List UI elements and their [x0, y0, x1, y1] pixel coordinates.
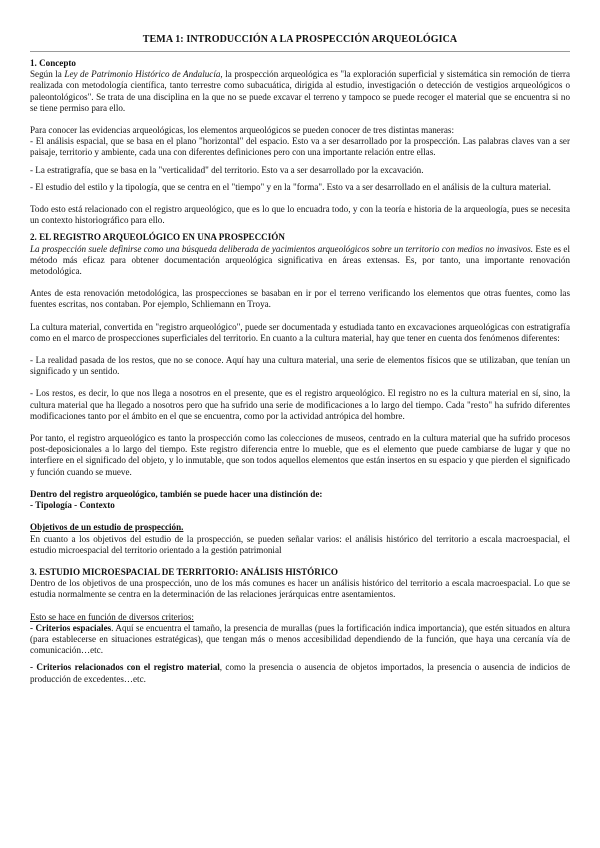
- criteria-material-label: - Criterios relacionados con el registro material: [30, 662, 220, 673]
- s1-p1-text-b: , la prospección arqueológica es "la exploración superficial y sistemática sin remoción de tierra realizada con metodología científica, tanto terrestre como subacuática, dirigida al estudio, investigación o detección de vestigios arqueológicos o paleontológicos". Se trata de una disciplina en la que no se puede excavar el terreno y tampoco se puede recoger el material que se encuentra si no se tiene permiso para ello.: [30, 69, 570, 113]
- law-title: Ley de Patrimonio Histórico de Andalucía: [64, 69, 221, 80]
- section-1-heading: 1. Concepto: [30, 58, 76, 68]
- objectives-heading: Objetivos de un estudio de prospección.: [30, 522, 184, 533]
- s1-paragraph-1: [30, 69, 570, 114]
- section-2-heading: 2. EL REGISTRO ARQUEOLÓGICO EN UNA PROSPECCIÓN: [30, 232, 285, 243]
- s2-p1-rest: Este es el método más eficaz para obtener documentación arqueológica significativa en áreas extensas. Es, por tanto, una importante renovación metodológica.: [30, 243, 570, 277]
- criteria-material: [30, 662, 570, 684]
- title-divider: [30, 51, 570, 52]
- s1-paragraph-2: Para conocer las evidencias arqueológicas, los elementos arqueológicos se pueden conocer de tres distintas maneras:: [30, 125, 454, 136]
- criteria-intro: Esto se hace en función de diversos criterios:: [30, 611, 194, 622]
- s1-item-style: - El estudio del estilo y la tipología, que se centra en el "tiempo" y en la "forma". Esto va a ser desarrollado en el análisis de la cultura material.: [30, 181, 551, 192]
- s3-paragraph-1: Dentro de los objetivos de una prospección, uno de los más comunes es hacer un análisis histórico del territorio a escala macroespacial. Lo que se estudia normalmente se centra en la determinación de las relaciones jerárquicas entre asentamientos.: [30, 578, 570, 600]
- criteria-spatial-label: - Criterios espaciales: [30, 622, 112, 633]
- s1-item-spatial: - El análisis espacial, que se basa en el plano "horizontal" del espacio. Esto va a ser desarrollado por la prospección. Las palabras claves van a ser paisaje, territorio y ambiente, cada una con diferentes definiciones pero con una importante relación entre ellas.: [30, 136, 570, 158]
- section-3-heading: 3. ESTUDIO MICROESPACIAL DE TERRITORIO: ANÁLISIS HISTÓRICO: [30, 566, 339, 577]
- s2-definition: La prospección suele definirse como una búsqueda deliberada de yacimientos arqueológicos sobre un territorio con medios no invasivos.: [30, 243, 534, 254]
- objectives-text: En cuanto a los objetivos del estudio de la prospección, se pueden señalar varios: el análisis histórico del territorio a escala macroespacial, el estudio microespacial del territorio orientado a la gestión patrimonial: [30, 533, 570, 555]
- distinction-items: - Tipología - Contexto: [30, 500, 115, 511]
- s1-paragraph-summary: Todo esto está relacionado con el registro arqueológico, que es lo que lo encuadra todo, y con la teoría e historia de la arqueología, pues se necesita un contexto historiográfico para ello.: [30, 204, 570, 226]
- s2-paragraph-1: [30, 244, 570, 278]
- s1-item-stratigraphy: - La estratigrafía, que se basa en la "verticalidad" del territorio. Esto va a ser desarrollado por la excavación.: [30, 164, 424, 175]
- s2-paragraph-6: Por tanto, el registro arqueológico es tanto la prospección como las colecciones de museos, centrado en la cultura material que ha sufrido procesos post-deposicionales a lo largo del tiempo. Este registro diferencia entre lo mueble, que es el elemento que puede cambiarse de lugar y que no interfiere en el significado del objeto, y lo inmutable, que son todos aquellos elementos que están insertos en su espacio y que pierden el significado y función cuando se mueve.: [30, 433, 570, 477]
- s2-paragraph-3: La cultura material, convertida en "registro arqueológico", puede ser documentada y estudiada tanto en excavaciones arqueológicas con estratigrafía como en el marco de prospecciones superficiales del territorio. En cuanto a la cultura material, hay que tener en cuenta dos fenómenos diferentes:: [30, 321, 570, 343]
- criteria-spatial-text: . Aquí se encuentra el tamaño, la presencia de murallas (pues la fortificación indica importancia), que estén situados en altura (para establecerse en situaciones estratégicas), que tengan más o menos accesibilidad dependiendo de la función, que haya una cercanía vía de comunicación…etc.: [30, 622, 571, 656]
- criteria-material-text: , como la presencia o ausencia de objetos importados, la presencia o ausencia de indicios de producción de excedentes…etc.: [30, 662, 570, 684]
- s2-paragraph-2: Antes de esta renovación metodológica, las prospecciones se basaban en ir por el terreno verificando los elementos que otras fuentes, como las fuentes escritas, nos contaban. Por ejemplo, Schliemann en Troya.: [30, 288, 570, 310]
- s1-p1-text-a: Según la: [30, 69, 65, 80]
- s2-item-past-reality: - La realidad pasada de los restos, que no se conoce. Aquí hay una cultura material, una serie de elementos físicos que se utilizaban, que tenían un significado y un sentido.: [30, 355, 570, 377]
- distinction-heading: Dentro del registro arqueológico, también se puede hacer una distinción de:: [30, 488, 323, 499]
- page-title: TEMA 1: INTRODUCCIÓN A LA PROSPECCIÓN ARQUEOLÓGICA: [142, 34, 458, 45]
- s2-item-remains: - Los restos, es decir, lo que nos llega a nosotros en el presente, que es el registro arqueológico. El registro no es la cultura material en sí, sino, la cultura material que ha llegado a nosotros pero que ha sufrido una serie de modificaciones a lo largo del tiempo. Cada "resto" ha sufrido diferentes modificaciones tanto por el ámbito en el que se encuentra, como por la actividad antrópica del hombre.: [30, 388, 570, 421]
- criteria-spatial: [30, 623, 570, 657]
- document-page: [30, 34, 570, 685]
